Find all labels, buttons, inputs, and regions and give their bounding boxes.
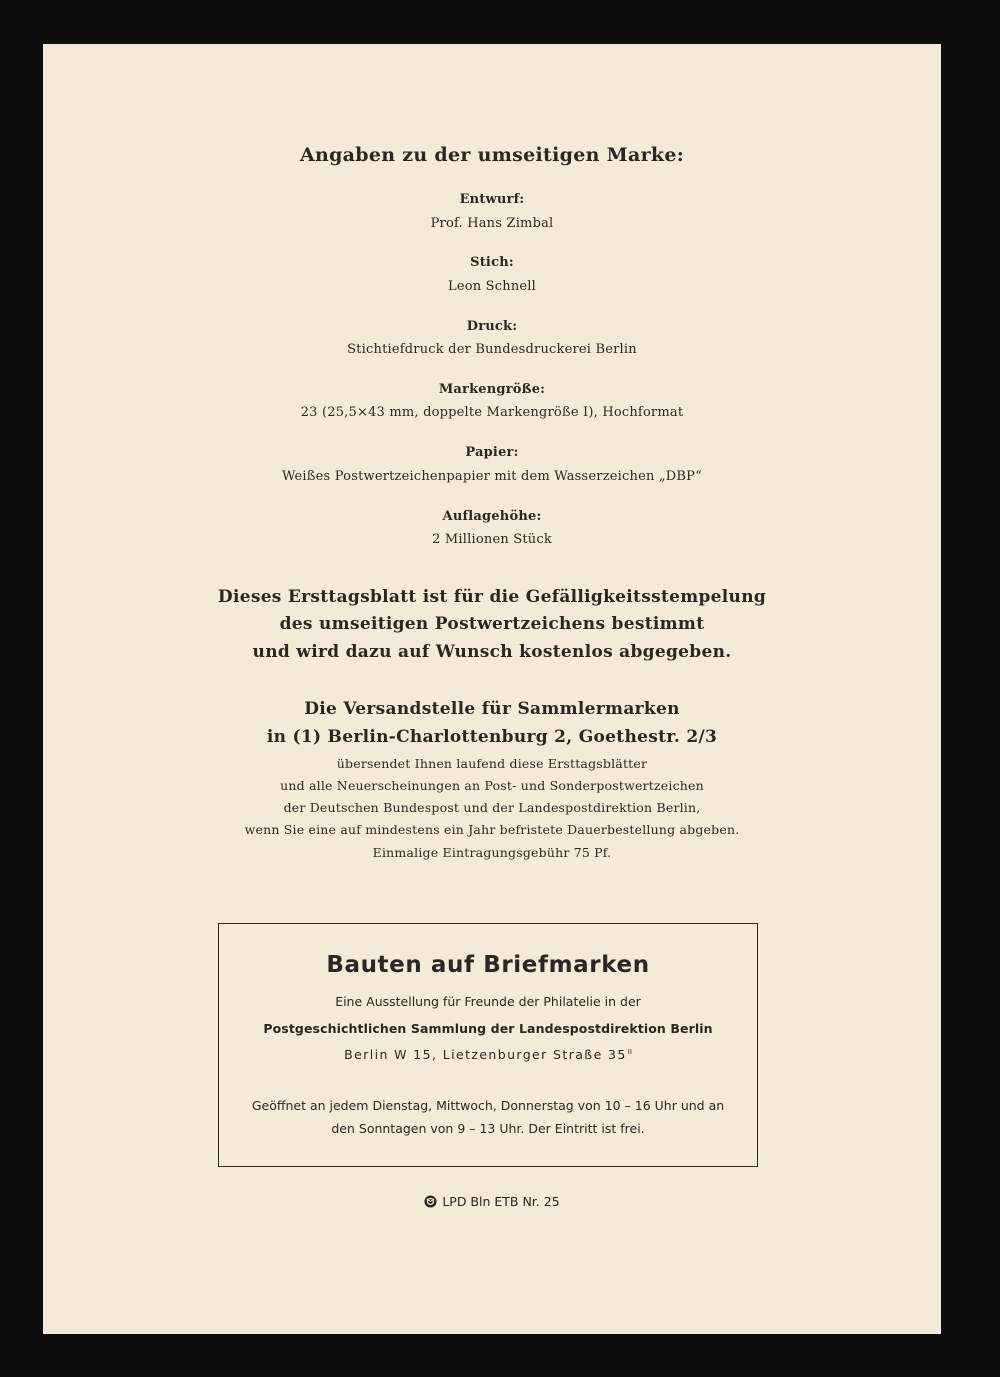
detail-label-paper: Papier: [465, 445, 519, 460]
opening-hours-line: den Sonntagen von 9 – 13 Uhr. Der Eintritt ist frei. [331, 1121, 645, 1136]
detail-value-design: Prof. Hans Zimbal [430, 216, 554, 231]
exhibition-address-text: Berlin W 15, Lietzenburger Straße 35 [344, 1047, 627, 1062]
info-line: der Deutschen Bundespost und der Landespostdirektion Berlin, [283, 800, 701, 815]
exhibition-title: Bauten auf Briefmarken [326, 952, 650, 978]
exhibition-ad-box [218, 923, 758, 1167]
info-line: und alle Neuerscheinungen an Post- und Sonderpostwertzeichen [280, 778, 704, 793]
office-line: Die Versandstelle für Sammlermarken [304, 699, 680, 719]
info-line: übersendet Ihnen laufend diese Ersttagsblätter [336, 756, 648, 771]
post-horn-icon [424, 1195, 437, 1208]
notice-line: und wird dazu auf Wunsch kostenlos abgegeben. [252, 642, 732, 662]
first-day-sheet [43, 44, 941, 1334]
notice-line: Dieses Ersttagsblatt ist für die Gefälligkeitsstempelung [217, 587, 767, 607]
info-line: wenn Sie eine auf mindestens ein Jahr befristete Dauerbestellung abgeben. [244, 822, 740, 837]
sheet-footer [43, 1194, 941, 1209]
detail-label-print: Druck: [466, 319, 518, 334]
detail-value-stamp-size: 23 (25,5×43 mm, doppelte Markengröße I), Hochformat [300, 405, 684, 420]
info-line: Einmalige Eintragungsgebühr 75 Pf. [372, 845, 612, 860]
office-line: in (1) Berlin-Charlottenburg 2, Goethestr. 2/3 [266, 727, 718, 747]
sheet-number: LPD Bln ETB Nr. 25 [442, 1194, 560, 1209]
page-title: Angaben zu der umseitigen Marke: [299, 144, 685, 166]
notice-line: des umseitigen Postwertzeichens bestimmt [279, 614, 705, 634]
exhibition-subtitle: Eine Ausstellung für Freunde der Philatelie in der [335, 994, 641, 1009]
detail-label-design: Entwurf: [459, 192, 525, 207]
detail-value-engraving: Leon Schnell [448, 279, 536, 294]
detail-value-edition: 2 Millionen Stück [432, 532, 552, 547]
detail-value-print: Stichtiefdruck der Bundesdruckerei Berlin [347, 342, 637, 357]
detail-label-edition: Auflagehöhe: [442, 509, 542, 524]
exhibition-institution: Postgeschichtlichen Sammlung der Landespostdirektion Berlin [263, 1021, 713, 1036]
exhibition-address-floor: II [627, 1048, 632, 1056]
opening-hours-line: Geöffnet an jedem Dienstag, Mittwoch, Donnerstag von 10 – 16 Uhr und an [251, 1098, 725, 1113]
detail-label-stamp-size: Markengröße: [438, 382, 546, 397]
exhibition-address [219, 1047, 757, 1062]
detail-value-paper: Weißes Postwertzeichenpapier mit dem Wasserzeichen „DBP“ [282, 469, 702, 484]
detail-label-engraving: Stich: [470, 255, 514, 270]
